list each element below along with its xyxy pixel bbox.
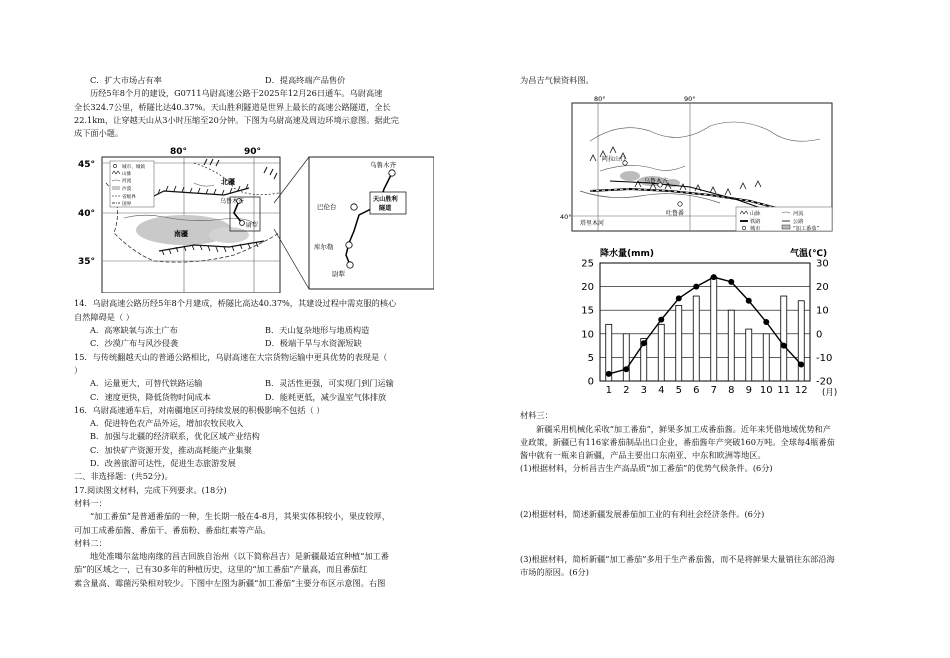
map2-legend-label: 山脉 <box>750 211 761 218</box>
inset-city-marker <box>346 242 352 248</box>
precip-bar <box>693 296 699 381</box>
precip-bar <box>781 296 787 381</box>
inset-place-label: 乌鲁木齐 <box>370 161 396 170</box>
climate-chart-svg <box>560 245 850 405</box>
map2-place-label: 阿拉山口 <box>602 156 627 164</box>
lat-label: 40° <box>78 209 96 220</box>
y2-tick-label: -10 <box>816 353 833 365</box>
y-tick-label: 25 <box>581 258 594 270</box>
y-tick-label: 0 <box>587 376 594 388</box>
temperature-point <box>746 298 752 304</box>
inset-city-marker <box>389 170 395 176</box>
map2-place-label: 塔里木河 <box>580 220 605 228</box>
temperature-point <box>728 279 734 285</box>
map2-svg <box>560 91 850 241</box>
lon-label: 80° <box>594 95 606 104</box>
precip-bar <box>746 329 752 381</box>
region-label: 南疆 <box>174 230 188 239</box>
legend-label: 沙漠 <box>122 187 132 193</box>
inset-city-marker <box>347 262 353 268</box>
material-line: 业政策，新疆已有116家番茄制品出口企业，番茄酱年产突破160万吨。全球每4瓶番茄 <box>520 436 835 447</box>
material-title: 材料二： <box>74 537 107 548</box>
lat-label: 40° <box>560 213 572 222</box>
temperature-point <box>658 317 664 323</box>
q16-option: A．促进特色农产品外运，增加农牧民收入 <box>90 418 244 429</box>
material-line: “加工番茄”是普通番茄的一种，生长期一般在4-8月，其果实体积较小，果皮较厚， <box>90 511 390 522</box>
temperature-point <box>798 362 804 368</box>
q13-option-c: C．扩大市场占有率 <box>90 75 162 85</box>
y2-tick-label: 30 <box>816 258 829 270</box>
material-title: 材料三： <box>520 410 553 421</box>
q15-stem: ） <box>74 364 83 375</box>
legend-label: 河流 <box>122 179 132 185</box>
y2-tick-label: 20 <box>816 282 829 294</box>
q14-option-a: A．高寒缺氧与冻土广布 <box>90 325 178 336</box>
map2-place-label: 吐鲁番 <box>666 210 685 218</box>
q13-option-d: D．提高终端产品售价 <box>265 75 346 85</box>
passage-line: 22.1km，让穿越天山从3小时压缩至20分钟。下图为乌尉高速及周边环境示意图。据此完 <box>74 114 399 125</box>
material-line: 地处准噶尔盆地南缘的昌吉回族自治州（以下简称昌吉）是新疆最适宜种植“加工番 <box>90 551 389 562</box>
chart-frame <box>600 263 810 381</box>
q14-option-c: C．沙漠广布与风沙侵袭 <box>90 338 179 349</box>
temperature-point <box>781 343 787 349</box>
q17-heading: 17.阅读图文材料，完成下列要求。(18分) <box>74 484 227 495</box>
y2-tick-label: 0 <box>816 329 823 341</box>
q16-option: C．加快矿产资源开发，推动高耗能产业集聚 <box>90 444 252 455</box>
q14-stem: 14．乌尉高速公路历经5年8个月建成，桥隧比高达40.37%，其建设过程中需克服的核心 <box>74 298 397 309</box>
material-title: 材料一： <box>74 497 107 508</box>
temperature-point <box>711 274 717 280</box>
x-tick-label: 10 <box>759 385 773 397</box>
x-tick-label: 7 <box>710 385 717 397</box>
xinjiang-highway-map <box>74 143 434 293</box>
question-3: (3)根据材料，简析新疆“加工番茄”多用于生产番茄酱，而不是将鲜果大量销往东部沿海 <box>520 554 835 565</box>
legend-label: 国界 <box>122 202 132 208</box>
legend-label: 山脉 <box>122 172 132 178</box>
temperature-point <box>641 341 647 347</box>
chart-month-unit: (月) <box>822 388 838 399</box>
q15-option-d: D．能耗更低，减少温室气体排放 <box>265 391 387 402</box>
y2-tick-label: 10 <box>816 305 829 317</box>
map2-legend-label: 城市 <box>750 226 761 233</box>
x-tick-label: 2 <box>623 385 630 397</box>
y-tick-label: 15 <box>581 305 594 317</box>
material-line: 新疆采用机械化采收“加工番茄”，鲜果多加工成番茄酱。近年来凭借地域优势和产 <box>536 423 831 434</box>
x-tick-label: 4 <box>658 385 665 397</box>
lon-label: 90° <box>244 147 262 158</box>
material-line: 酱中就有一瓶来自新疆，产品主要出口东南亚、中东和欧洲等地区。 <box>520 450 766 461</box>
precip-bar <box>728 310 734 381</box>
legend-label: 省级界 <box>122 195 136 201</box>
inset-place-label: 巴伦台 <box>317 203 337 212</box>
temperature-point <box>763 319 769 325</box>
temperature-point <box>606 371 612 377</box>
material-line: 可加工成番茄酱、番茄干、番茄粉、番茄红素等产品。 <box>74 524 271 535</box>
climate-chart <box>560 245 850 405</box>
inset-city-marker <box>351 204 357 210</box>
temperature-point <box>623 366 629 372</box>
tunnel-label: 隧道 <box>379 205 392 213</box>
precip-bar <box>711 277 717 381</box>
chart-left-title: 降水量(mm) <box>600 249 654 260</box>
x-tick-label: 3 <box>640 385 647 397</box>
material-line: 素含量高、霉菌污染相对较少。下图中左图为新疆“加工番茄”主要分布区示意图。右图 <box>74 577 386 588</box>
q14-option-d: D．极端干旱与水资源短缺 <box>265 338 362 349</box>
question-1: (1)根据材料，分析昌吉生产高品质“加工番茄”的优势气候条件。(6分) <box>520 463 773 474</box>
material-line: 为昌吉气候资料图。 <box>520 75 594 85</box>
q16-option: D．改善旅游可达性，促进生态旅游发展 <box>90 458 236 469</box>
x-tick-label: 6 <box>693 385 700 397</box>
q16-stem: 16．乌尉高速通车后，对南疆地区可持续发展的积极影响不包括（ ） <box>74 404 325 415</box>
q15-option-a: A．运量更大，可替代铁路运输 <box>90 378 203 389</box>
map2-place-label: 乌鲁木齐 <box>644 178 669 186</box>
precip-bar <box>798 301 804 381</box>
y-tick-label: 5 <box>587 353 594 365</box>
inset-place-label: 尉犁 <box>332 270 345 279</box>
section-heading: 二、非选择题：(共52分)。 <box>74 471 173 482</box>
map2-legend-label: 公路 <box>793 219 804 226</box>
q14-stem: 自然障碍是（ ） <box>74 311 134 322</box>
left-column <box>74 74 434 590</box>
precip-bar <box>763 334 769 381</box>
material-line: 茄”的区域之一，已有30多年的种植历史，这里的“加工番茄”产量高，而且番茄红 <box>74 564 368 575</box>
legend-label: 城市、城镇 <box>122 165 145 171</box>
x-tick-label: 11 <box>777 385 791 397</box>
city-label: 乌鲁木齐 <box>220 198 245 206</box>
temperature-point <box>693 284 699 290</box>
map2-legend-label: “加工番茄” <box>793 226 820 233</box>
y-tick-label: 10 <box>581 329 594 341</box>
q15-option-b: B．灵活性更强，可实现门到门运输 <box>265 378 394 389</box>
x-tick-label: 9 <box>745 385 752 397</box>
chart-right-title: 气温(℃) <box>790 249 828 260</box>
answer-space[interactable] <box>520 476 870 508</box>
q16-option: B．加强与北疆的经济联系，优化区域产业结构 <box>90 431 260 442</box>
map2-legend-label: 铁路 <box>750 219 761 226</box>
lon-label: 90° <box>684 95 696 104</box>
map2-city-marker <box>678 202 682 206</box>
question-2: (2)根据材料，简述新疆发展番茄加工业的有利社会经济条件。(6分) <box>520 508 765 519</box>
lat-label: 45° <box>78 160 96 171</box>
map-svg <box>74 143 434 293</box>
changji-tomato-map <box>560 91 850 241</box>
x-tick-label: 8 <box>728 385 735 397</box>
city-label: 尉犁 <box>246 222 259 230</box>
temperature-point <box>676 296 682 302</box>
region-label: 北疆 <box>221 178 235 187</box>
inset-place-label: 库尔勒 <box>314 243 334 252</box>
lat-label: 35° <box>78 257 96 268</box>
q15-stem: 15．与传统翻越天山的普通公路相比，乌尉高速在大宗货物运输中更具优势的表现是（ <box>74 351 388 362</box>
x-tick-label: 1 <box>605 385 612 397</box>
map2-legend-label: 河流 <box>793 211 804 218</box>
city-marker <box>240 221 245 226</box>
precip-bar <box>676 306 682 382</box>
passage-line: 历经5年8个月的建设，G0711乌尉高速公路于2025年12月26日通车。乌尉高速 <box>90 88 383 99</box>
passage-line: 全长324.7公里，桥隧比达40.37%。天山胜利隧道是世界上最长的高速公路隧道，全长 <box>74 101 391 112</box>
q13-options <box>74 74 434 87</box>
precip-bar <box>623 334 629 381</box>
tunnel-label: 天山胜利 <box>373 196 398 204</box>
y-tick-label: 20 <box>581 282 594 294</box>
question-3: 市场的原因。(6分) <box>520 567 589 578</box>
answer-space[interactable] <box>520 521 870 553</box>
lon-label: 80° <box>170 147 188 158</box>
right-column <box>520 74 870 580</box>
passage-line: 成下面小题。 <box>74 128 124 139</box>
q14-option-b: B．天山复杂地形与地质构造 <box>265 325 370 336</box>
precip-bar <box>658 325 664 382</box>
x-tick-label: 5 <box>675 385 682 397</box>
q15-option-c: C．速度更快，降低货物时间成本 <box>90 391 211 402</box>
x-tick-label: 12 <box>794 385 808 397</box>
y2-tick-label: -20 <box>816 376 833 388</box>
